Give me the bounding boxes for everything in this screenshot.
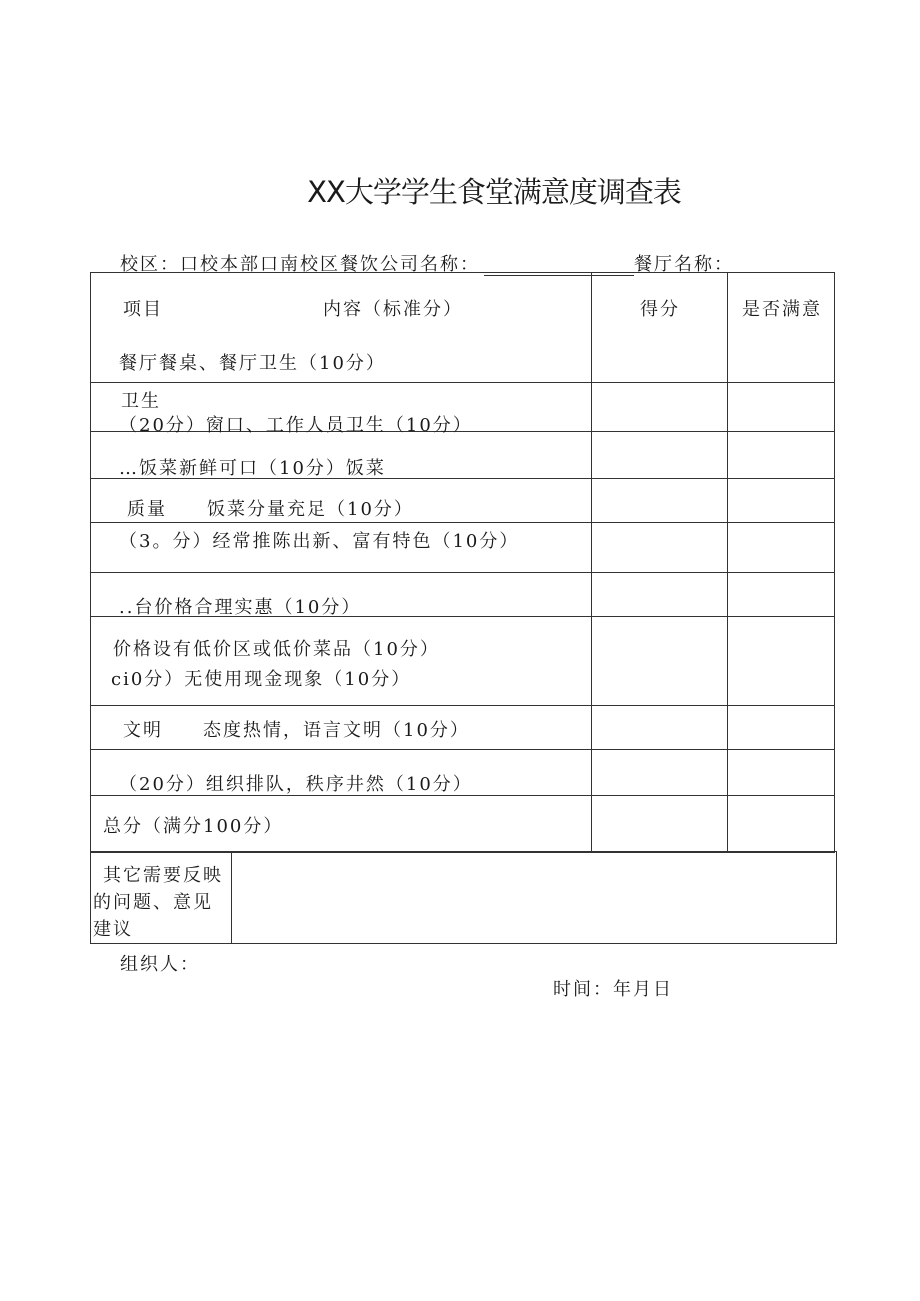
- row-content: [91, 432, 592, 479]
- restaurant-label: 餐厅名称：: [634, 254, 734, 275]
- satisfied-cell[interactable]: [728, 383, 835, 432]
- satisfied-cell[interactable]: [728, 750, 835, 796]
- score-cell[interactable]: [592, 523, 728, 573]
- feedback-row: [91, 852, 837, 944]
- table-row: [91, 573, 835, 617]
- satisfied-cell[interactable]: [728, 617, 835, 706]
- header-content: 内容（标准分）: [323, 299, 463, 320]
- score-cell[interactable]: [592, 796, 728, 853]
- table-row: [91, 706, 835, 750]
- feedback-table: [90, 851, 837, 944]
- satisfied-cell[interactable]: [728, 706, 835, 750]
- campus-label: 校区：口校本部口南校区餐饮公司名称：: [120, 254, 480, 275]
- row-content: [91, 706, 592, 750]
- table-row: [91, 383, 835, 432]
- row-text: 价格设有低价区或低价菜品（10分）: [113, 639, 440, 660]
- satisfied-cell[interactable]: [728, 523, 835, 573]
- row-text: ci0分）无使用现金现象（10分）: [111, 669, 412, 690]
- header-score-label: 得分: [640, 299, 680, 320]
- row-text: 卫生: [121, 391, 161, 412]
- satisfied-cell[interactable]: [728, 479, 835, 523]
- header-satisfied-label: 是否满意: [742, 299, 822, 320]
- table-row: [91, 750, 835, 796]
- row-content: [91, 796, 592, 853]
- table-row: [91, 523, 835, 573]
- satisfied-cell[interactable]: [728, 573, 835, 617]
- score-cell[interactable]: [592, 750, 728, 796]
- row-content: [91, 383, 592, 436]
- row-text: （3。分）经常推陈出新、富有特色（10分）: [119, 531, 520, 552]
- row-text: （20分）组织排队，秩序井然（10分）: [119, 774, 473, 795]
- row-text: ..台价格合理实惠（10分）: [119, 597, 362, 618]
- survey-table: [90, 272, 835, 853]
- table-row: [91, 617, 835, 706]
- score-cell[interactable]: [592, 706, 728, 750]
- satisfied-cell[interactable]: [728, 432, 835, 479]
- table-row: [91, 432, 835, 479]
- header-row: [91, 273, 835, 383]
- feedback-label-line: 的问题、意见: [93, 892, 213, 913]
- feedback-input-cell[interactable]: [232, 852, 837, 944]
- row-text: …饭菜新鲜可口（10分）饭菜: [119, 458, 386, 479]
- feedback-label-line: 其它需要反映: [103, 865, 223, 886]
- score-cell[interactable]: [592, 383, 728, 432]
- organizer-label: 组织人：: [120, 954, 200, 975]
- row-text: 文明 态度热情，语言文明（10分）: [123, 720, 470, 741]
- row-content: [91, 617, 592, 706]
- table-row: [91, 479, 835, 523]
- total-text: 总分（满分100分）: [103, 816, 284, 837]
- time-label: 时间：年月日: [553, 979, 673, 1000]
- header-item: 项目: [123, 299, 163, 320]
- header-score: [592, 273, 728, 383]
- header-satisfied: [728, 273, 835, 383]
- satisfied-cell[interactable]: [728, 796, 835, 853]
- score-cell[interactable]: [592, 573, 728, 617]
- table-row: [91, 796, 835, 853]
- row-content: [91, 573, 592, 617]
- header-content-cell: [91, 273, 592, 383]
- score-cell[interactable]: [592, 479, 728, 523]
- feedback-label-cell: [91, 852, 232, 944]
- row-text: 质量 饭菜分量充足（10分）: [127, 499, 414, 520]
- row-text: 餐厅餐桌、餐厅卫生（10分）: [119, 353, 386, 374]
- row-content: [91, 479, 592, 523]
- row-text: （20分）窗口、工作人员卫生（10分）: [119, 415, 473, 436]
- page-title: XX大学学生食堂满意度调查表: [307, 175, 681, 209]
- row-content: [91, 523, 592, 573]
- row-content: [91, 750, 592, 796]
- feedback-label-line: 建议: [93, 919, 133, 940]
- score-cell[interactable]: [592, 617, 728, 706]
- score-cell[interactable]: [592, 432, 728, 479]
